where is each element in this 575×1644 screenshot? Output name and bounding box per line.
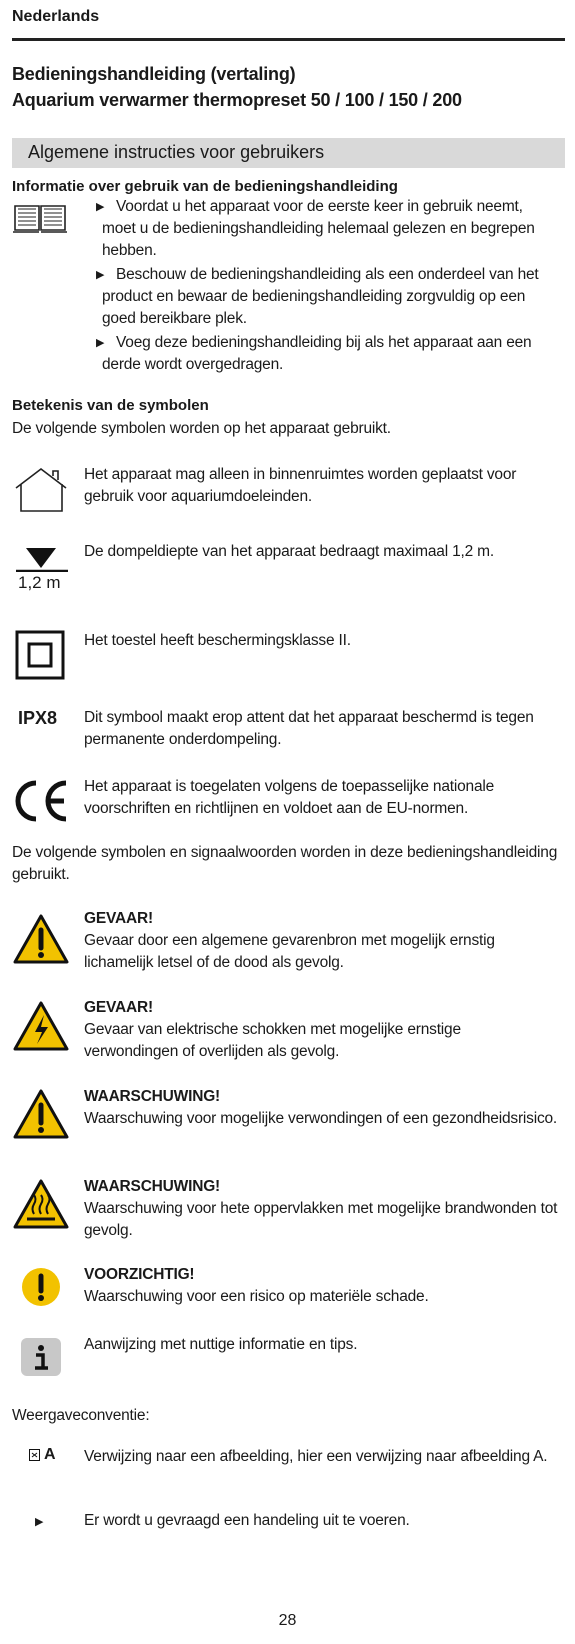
signal-caution [84,1264,559,1308]
signal-title: VOORZICHTIG! [84,1266,195,1283]
bullet-marker: ▶ [96,269,105,281]
bullet-marker: ▶ [96,201,105,213]
manual-info-heading: Informatie over gebruik van de bedieningshandleiding [12,178,398,195]
header-divider [12,38,565,41]
signal-danger-electric [84,997,559,1063]
language-label: Nederlands [12,8,100,25]
conventions-heading: Weergaveconventie: [12,1407,150,1424]
signal-text: Waarschuwing voor een risico op materiële schade. [84,1288,429,1305]
section-heading: Algemene instructies voor gebruikers [28,142,325,162]
symbols-heading: Betekenis van de symbolen [12,397,209,414]
symbol-text-depth: De dompeldiepte van het apparaat bedraagt maximaal 1,2 m. [84,543,494,560]
action-arrow-icon: ▶ [35,1516,44,1528]
ce-mark-icon [12,778,72,824]
book-icon [12,200,68,236]
signal-words-intro: De volgende symbolen en signaalwoorden worden in deze bedieningshandleiding gebruikt. [12,844,558,883]
convention-text-figure: Verwijzing naar een afbeelding, hier een verwijzing naar afbeelding A. [84,1448,548,1465]
symbol-text-ce: Het apparaat is toegelaten volgens de toepasselijke nationale voorschriften en richtlijnen en voldoet aan de EU-normen. [84,778,495,817]
signal-text: Gevaar door een algemene gevarenbron met mogelijk ernstig lichamelijk letsel of de dood als gevolg. [84,932,495,971]
caution-circle-icon [20,1266,62,1308]
immersion-depth-label: 1,2 m [18,573,61,592]
signal-text: Waarschuwing voor mogelijke verwondingen of een gezondheidsrisico. [84,1110,558,1127]
house-icon [12,466,70,514]
signal-info-text: Aanwijzing met nuttige informatie en tips. [84,1336,358,1353]
signal-title: GEVAAR! [84,999,153,1016]
figure-reference-icon [29,1449,43,1461]
protection-class-ii-icon [15,630,65,680]
symbols-intro: De volgende symbolen worden op het apparaat gebruikt. [12,420,391,437]
document-title: Bedieningshandleiding (vertaling) [12,64,296,84]
section-heading-bar [12,138,565,168]
manual-info-bullet-2: Beschouw de bedieningshandleiding als een onderdeel van het product en bewaar de bedieningshandleiding zorgvuldig op een goed bereikbare plek. [102,266,539,327]
ipx8-icon: IPX8 [18,708,58,728]
page-number: 28 [278,1612,297,1629]
signal-title: GEVAAR! [84,910,153,927]
signal-text: Gevaar van elektrische schokken met mogelijke ernstige verwondingen of overlijden als gevolg. [84,1021,461,1060]
symbol-text-ipx8: Dit symbool maakt erop attent dat het apparaat beschermd is tegen permanente onderdompeling. [84,709,534,748]
warning-triangle-icon [12,913,70,965]
signal-warning-hot [84,1176,559,1242]
info-icon [20,1337,62,1377]
signal-title: WAARSCHUWING! [84,1178,221,1195]
document-subtitle: Aquarium verwarmer thermopreset 50 / 100 / 150 / 200 [12,90,462,110]
warning-triangle-icon [12,1088,70,1140]
figure-reference-symbol: A [44,1446,56,1463]
manual-info-bullet-3: Voeg deze bedieningshandleiding bij als het apparaat aan een derde wordt overgedragen. [102,334,532,373]
manual-info-bullet-1: Voordat u het apparaat voor de eerste keer in gebruik neemt, moet u de bedieningshandleiding helemaal gelezen en begrepen hebben. [102,198,535,259]
symbol-text-indoor: Het apparaat mag alleen in binnenruimtes worden geplaatst voor gebruik voor aquariumdoeleinden. [84,466,517,505]
bullet-marker: ▶ [96,337,105,349]
symbol-text-protection: Het toestel heeft beschermingsklasse II. [84,632,351,649]
signal-title: WAARSCHUWING! [84,1088,221,1105]
signal-warning-general [84,1086,559,1130]
signal-text: Waarschuwing voor hete oppervlakken met mogelijke brandwonden tot gevolg. [84,1200,558,1239]
immersion-depth-icon [14,546,70,572]
convention-text-action: Er wordt u gevraagd een handeling uit te voeren. [84,1512,410,1529]
electric-shock-icon [12,1000,70,1052]
hot-surface-icon [12,1178,70,1230]
signal-danger-general [84,908,559,974]
